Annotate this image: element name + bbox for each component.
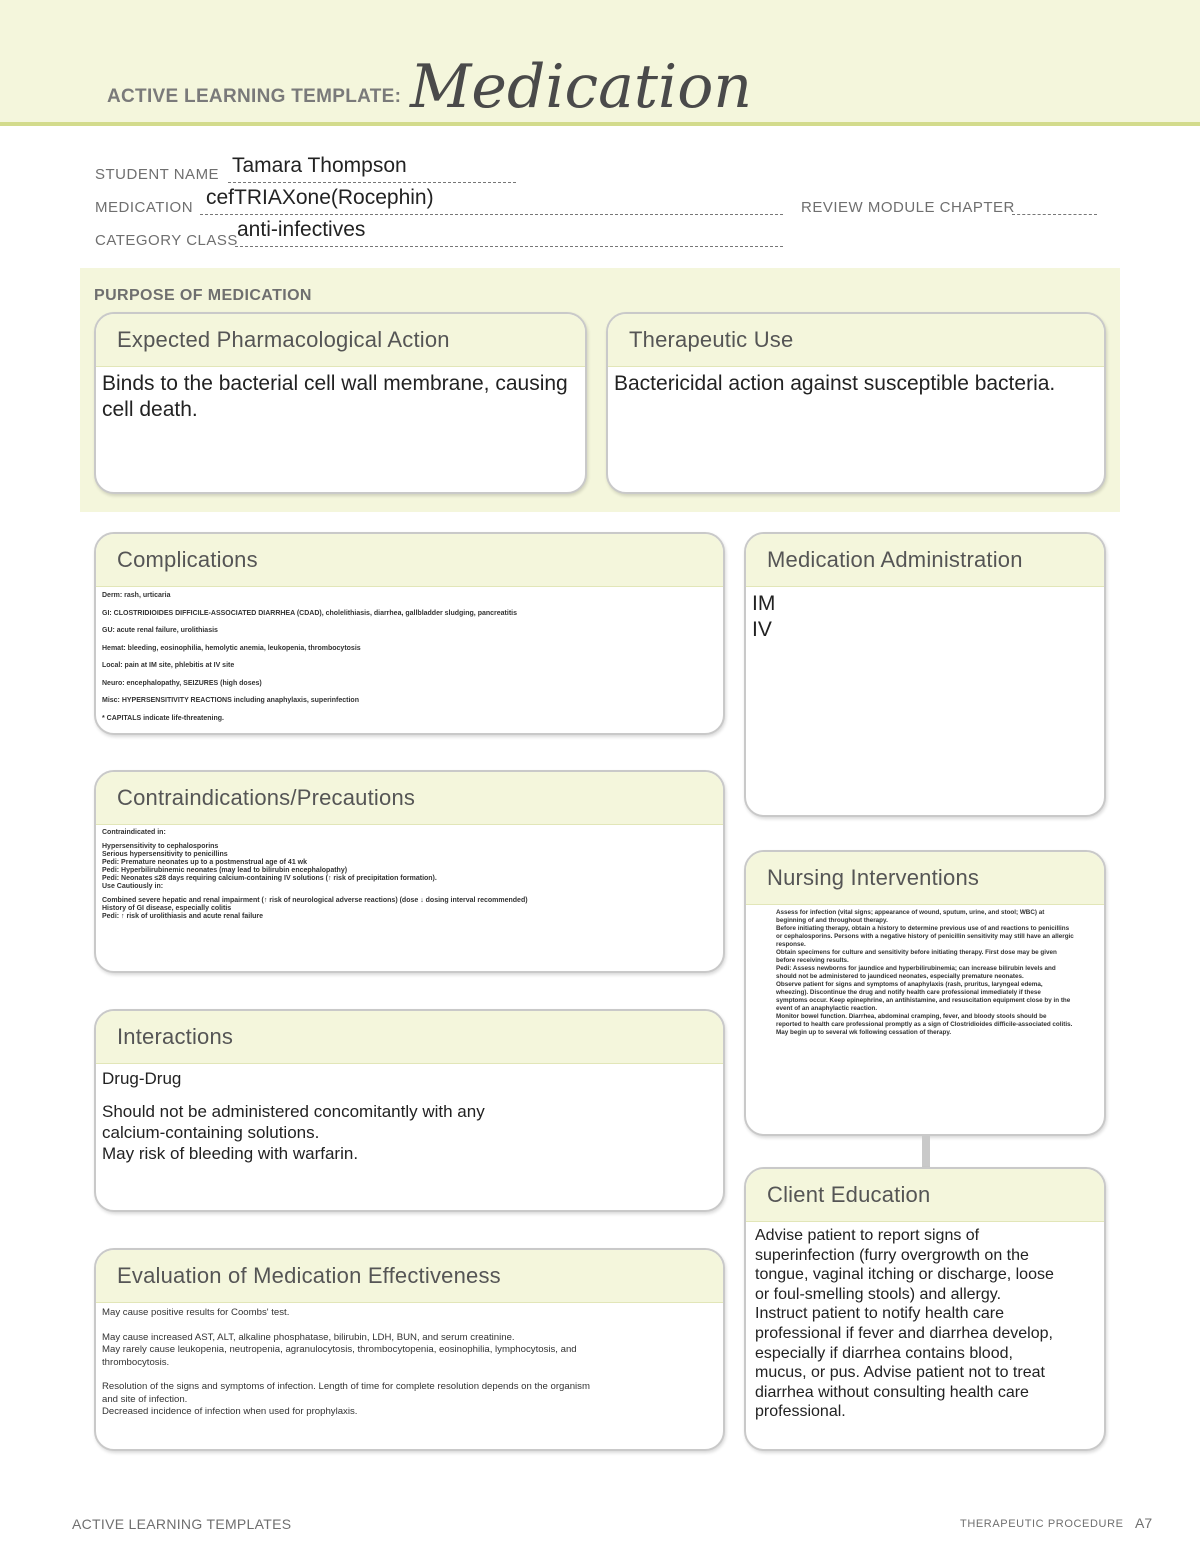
- evaluation-title: Evaluation of Medication Effectiveness: [96, 1250, 723, 1303]
- complication-line: Local: pain at IM site, phlebitis at IV site: [102, 662, 235, 669]
- nursing-title: Nursing Interventions: [746, 852, 1104, 905]
- medication-field[interactable]: [200, 186, 783, 215]
- evaluation-line: and site of infection.: [102, 1393, 188, 1405]
- evaluation-line: [102, 1369, 717, 1381]
- contraindication-line: Hypersensitivity to cephalosporins: [102, 843, 219, 850]
- nursing-line: Assess for infection (vital signs; appearance of wound, sputum, urine, and stool; WBC) at: [776, 909, 1045, 916]
- nursing-line: reported to health care professional promptly as a sign of Clostridioides difficile-associated colitis.: [776, 1021, 1073, 1028]
- contraindication-line: Pedi: Neonates ≤28 days requiring calcium-containing IV solutions (↑ risk of precipitation formation).: [102, 875, 437, 882]
- education-line: professional.: [755, 1403, 846, 1421]
- footer-left: ACTIVE LEARNING TEMPLATES: [72, 1516, 292, 1532]
- client-education-title: Client Education: [746, 1169, 1104, 1222]
- complication-line: Derm: rash, urticaria: [102, 592, 171, 599]
- complication-line: Misc: HYPERSENSITIVITY REACTIONS including anaphylaxis, superinfection: [102, 697, 359, 704]
- page-number: A7: [1135, 1515, 1153, 1531]
- nursing-line: wheezing). Discontinue the drug and notify health care professional immediately if these: [776, 989, 1041, 996]
- therapeutic-use-card: [606, 312, 1106, 494]
- contraindication-line: Pedi: Premature neonates up to a postmenstrual age of 41 wk: [102, 859, 307, 866]
- header-rule: [0, 122, 1200, 126]
- complication-line: GI: CLOSTRIDIOIDES DIFFICILE-ASSOCIATED DIARRHEA (CDAD), cholelithiasis, diarrhea, gallbladder sludging, pancreatitis: [102, 609, 517, 617]
- education-line: mucus, or pus. Advise patient not to treat: [755, 1364, 1045, 1382]
- complications-title: Complications: [96, 534, 723, 587]
- nursing-line: symptoms occur. Keep epinephrine, an antihistamine, and resuscitation equipment close by in the: [776, 997, 1071, 1004]
- complication-line: Neuro: encephalopathy, SEIZURES (high doses): [102, 679, 262, 687]
- interaction-line: May risk of bleeding with warfarin.: [102, 1144, 359, 1163]
- medication-label: MEDICATION: [95, 199, 194, 216]
- complications-card: [94, 532, 725, 735]
- client-education-text[interactable]: [746, 1222, 1104, 1426]
- education-line: diarrhea without consulting health care: [755, 1383, 1029, 1401]
- evaluation-line: May rarely cause leukopenia, neutropenia, agranulocytosis, thrombocytopenia, eosinophilia, lymphocytosis, and: [102, 1344, 577, 1355]
- interactions-text[interactable]: [96, 1064, 723, 1168]
- route-item: IV: [752, 618, 772, 641]
- therapeutic-use-text[interactable]: Bactericidal action against susceptible bacteria.: [614, 372, 1056, 395]
- nursing-line: before receiving results.: [776, 957, 849, 964]
- nursing-card: [744, 850, 1106, 1136]
- nursing-line: or cephalosporins. Persons with a negative history of penicillin sensitivity may still have an allergic: [776, 933, 1074, 940]
- contraindication-line: Pedi: ↑ risk of urolithiasis and acute renal failure: [102, 913, 264, 920]
- student-name-field[interactable]: [228, 154, 516, 183]
- evaluation-line: thrombocytosis.: [102, 1356, 170, 1368]
- education-line: Advise patient to report signs of: [755, 1227, 980, 1244]
- purpose-label: PURPOSE OF MEDICATION: [94, 287, 312, 304]
- contraindications-text[interactable]: [96, 825, 723, 925]
- education-line: tongue, vaginal itching or discharge, loose: [755, 1266, 1054, 1284]
- contraindication-line: Pedi: Hyperbilirubinemic neonates (may lead to bilirubin encephalopathy): [102, 867, 348, 874]
- contraindication-line: Serious hypersensitivity to penicillins: [102, 851, 228, 858]
- evaluation-line: Decreased incidence of infection when used for prophylaxis.: [102, 1406, 358, 1417]
- contraindication-line: Combined severe hepatic and renal impairment (↑ risk of neurological adverse reactions) (dose ↓ dosing interval recommended): [102, 897, 528, 904]
- contraindication-line: History of GI disease, especially colitis: [102, 905, 232, 912]
- administration-title: Medication Administration: [746, 534, 1104, 587]
- nursing-line: response.: [776, 941, 806, 948]
- nursing-line: Monitor bowel function. Diarrhea, abdominal cramping, fever, and bloody stools should be: [776, 1013, 1047, 1020]
- route-item: IM: [752, 592, 776, 615]
- nursing-line: Observe patient for signs and symptoms of anaphylaxis (rash, pruritus, laryngeal edema,: [776, 981, 1043, 988]
- client-education-card: [744, 1167, 1106, 1451]
- evaluation-line: [102, 1320, 717, 1332]
- template-label: ACTIVE LEARNING TEMPLATE:: [107, 86, 402, 107]
- nursing-line: Before initiating therapy, obtain a history to determine previous use of and reactions to penicillins: [776, 925, 1070, 932]
- evaluation-line: May cause positive results for Coombs' test.: [102, 1307, 290, 1318]
- nursing-line: should not be administered to jaundiced neonates, especially premature neonates.: [776, 973, 1024, 980]
- education-line: Instruct patient to notify health care: [755, 1305, 1005, 1323]
- interactions-title: Interactions: [96, 1011, 723, 1064]
- administration-text[interactable]: [746, 587, 1104, 647]
- contraindications-title: Contraindications/Precautions: [96, 772, 723, 825]
- footer-right: THERAPEUTIC PROCEDURE: [960, 1518, 1124, 1530]
- interaction-line: Should not be administered concomitantly with any: [102, 1102, 485, 1121]
- complications-text[interactable]: [96, 587, 723, 735]
- interaction-line: calcium-containing solutions.: [102, 1123, 320, 1142]
- evaluation-text[interactable]: [96, 1303, 723, 1423]
- student-name-label: STUDENT NAME: [95, 166, 220, 183]
- therapeutic-use-title: Therapeutic Use: [608, 314, 1104, 367]
- category-class-label: CATEGORY CLASS: [95, 232, 238, 249]
- evaluation-line: May cause increased AST, ALT, alkaline phosphatase, bilirubin, LDH, BUN, and serum creatinine.: [102, 1331, 515, 1343]
- education-line: professional if fever and diarrhea develop,: [755, 1324, 1053, 1342]
- administration-card: [744, 532, 1106, 817]
- expected-action-text[interactable]: Binds to the bacterial cell wall membrane, causing cell death.: [102, 372, 568, 421]
- complication-line: * CAPITALS indicate life-threatening.: [102, 714, 224, 722]
- nursing-line: event of an anaphylactic reaction.: [776, 1005, 878, 1012]
- card-connector: [922, 1136, 930, 1168]
- contraindication-line: Contraindicated in:: [102, 829, 166, 836]
- interactions-heading: Drug-Drug: [102, 1069, 182, 1088]
- complication-line: GU: acute renal failure, urolithiasis: [102, 627, 218, 634]
- review-module-field[interactable]: [1012, 192, 1097, 215]
- evaluation-card: [94, 1248, 725, 1451]
- education-line: or foul-smelling stools) and allergy.: [755, 1285, 1002, 1303]
- expected-action-card: [94, 312, 587, 494]
- contraindication-line: Use Cautiously in:: [102, 883, 164, 890]
- expected-action-title: Expected Pharmacological Action: [96, 314, 585, 367]
- medication-value: cefTRIAXone(Rocephin): [206, 186, 434, 209]
- category-class-value: anti-infectives: [237, 218, 366, 241]
- page-title: Medication: [410, 52, 752, 122]
- student-name-value: Tamara Thompson: [232, 154, 407, 177]
- nursing-line: Pedi: Assess newborns for jaundice and hyperbilirubinemia; can increase bilirubin levels and: [776, 965, 1056, 972]
- contraindications-card: [94, 770, 725, 973]
- complication-line: Hemat: bleeding, eosinophilia, hemolytic anemia, leukopenia, thrombocytosis: [102, 644, 361, 652]
- interactions-card: [94, 1009, 725, 1212]
- nursing-line: beginning of and throughout therapy.: [776, 917, 888, 924]
- evaluation-line: Resolution of the signs and symptoms of infection. Length of time for complete resolution depends on the organism: [102, 1381, 590, 1392]
- nursing-text[interactable]: [746, 905, 1104, 1041]
- category-class-field[interactable]: [235, 218, 783, 247]
- review-module-label: REVIEW MODULE CHAPTER: [801, 199, 1015, 216]
- education-line: especially if diarrhea contains blood,: [755, 1344, 1013, 1362]
- education-line: superinfection (furry overgrowth on the: [755, 1246, 1029, 1264]
- nursing-line: May begin up to several wk following cessation of therapy.: [776, 1029, 952, 1036]
- nursing-line: Obtain specimens for culture and sensitivity before initiating therapy. First dose may be given: [776, 949, 1057, 956]
